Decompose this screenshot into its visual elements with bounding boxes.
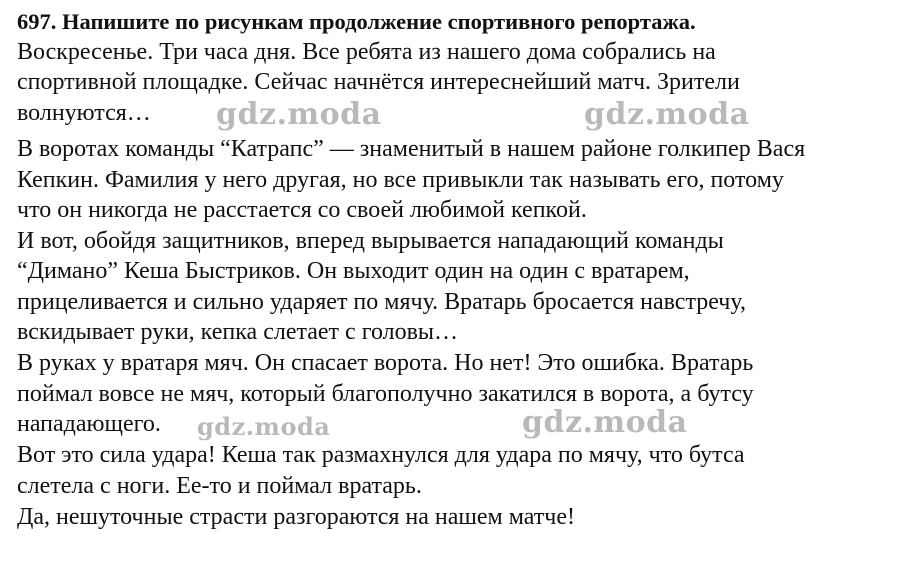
text-line-1: Воскресенье. Три часа дня. Все ребята из нашего дома собрались на (17, 39, 716, 65)
text-line-11: В руках у вратаря мяч. Он спасает ворота. Но нет! Это ошибка. Вратарь (17, 350, 754, 376)
text-line-14: Вот это сила удара! Кеша так размахнулся для удара по мячу, что бутса (17, 442, 745, 468)
text-line-8: “Димано” Кеша Быстриков. Он выходит один на один с вратарем, (17, 258, 690, 284)
watermark: gdz.moda (522, 405, 688, 440)
watermark: gdz.moda (197, 412, 331, 441)
exercise-title: 697. Напишите по рисункам продолжение спортивного репортажа. (17, 9, 696, 34)
text-line-7: И вот, обойдя защитников, вперед вырывается нападающий команды (17, 228, 724, 254)
text-line-10: вскидывает руки, кепка слетает с головы… (17, 319, 459, 345)
watermark: gdz.moda (584, 97, 750, 132)
text-line-2: спортивной площадке. Сейчас начнётся интереснейший матч. Зрители (17, 69, 740, 95)
text-line-15: слетела с ноги. Ее-то и поймал вратарь. (17, 473, 422, 499)
text-line-6: что он никогда не расстается со своей любимой кепкой. (17, 197, 587, 223)
text-line-13: нападающего. (17, 411, 161, 437)
text-line-5: Кепкин. Фамилия у него другая, но все привыкли так называть его, потому (17, 167, 784, 193)
watermark: gdz.moda (216, 97, 382, 132)
text-line-12: поймал вовсе не мяч, который благополучно закатился в ворота, а бутсу (17, 381, 754, 407)
text-line-9: прицеливается и сильно ударяет по мячу. Вратарь бросается навстречу, (17, 289, 746, 315)
text-line-3: волнуются… (17, 100, 151, 126)
text-line-4: В воротах команды “Катрапс” — знаменитый в нашем районе голкипер Вася (17, 136, 806, 162)
text-line-16: Да, нешуточные страсти разгораются на нашем матче! (17, 504, 575, 530)
